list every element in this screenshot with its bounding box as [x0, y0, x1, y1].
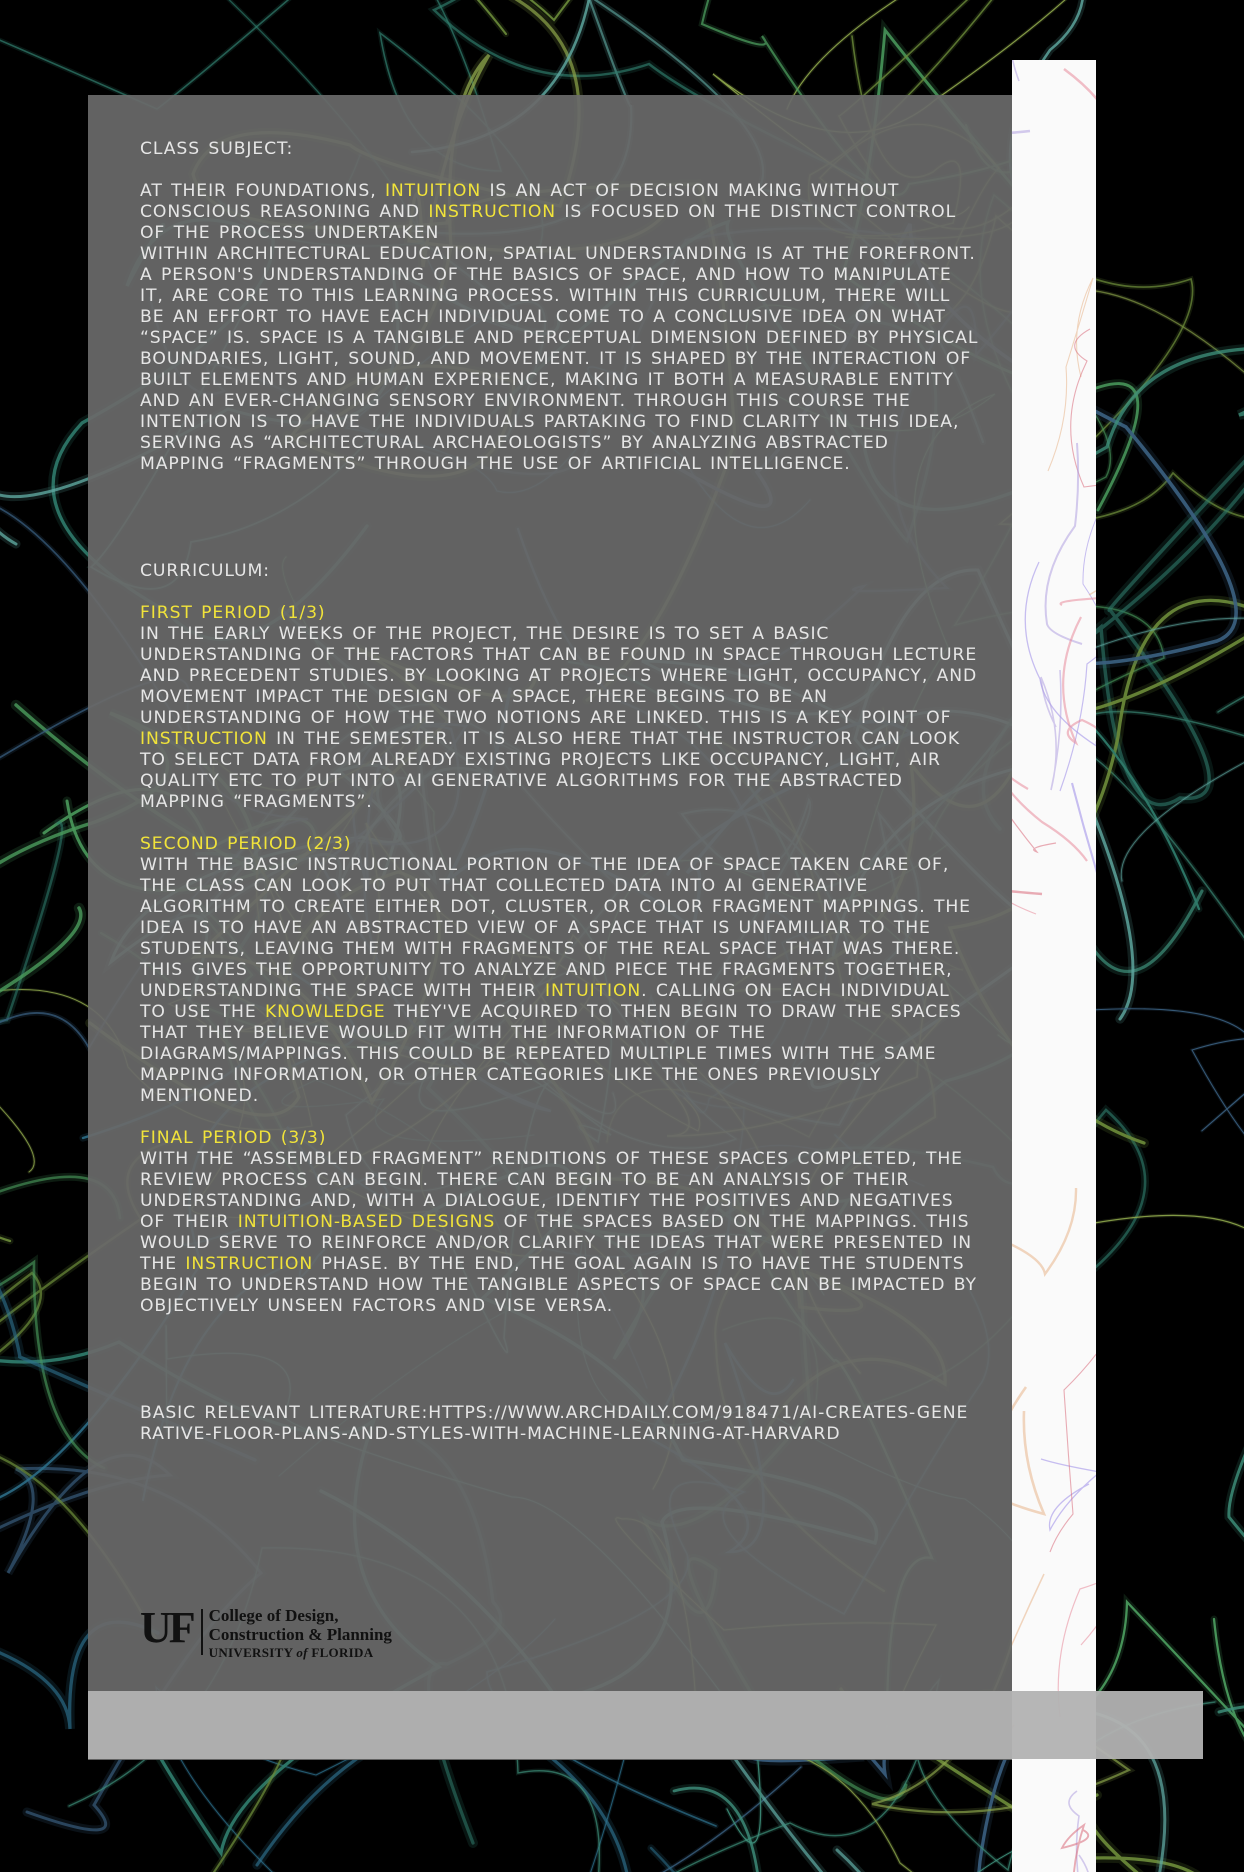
highlighted-term: KNOWLEDGE — [264, 1002, 386, 1022]
highlighted-term: INTUITION-BASED DESIGNS — [237, 1212, 496, 1232]
literature-url[interactable]: HTTPS://WWW.ARCHDAILY.COM/918471/AI-CREATES-GENERATIVE-FLOOR-PLANS-AND-STYLES-WITH-MACHINE-LEARNING-AT-HARVARD — [140, 1403, 969, 1444]
highlighted-term: INSTRUCTION — [185, 1254, 314, 1274]
logo-college-line1: College of Design, — [208, 1606, 339, 1625]
literature-reference — [140, 1403, 980, 1445]
white-vertical-strip — [1012, 60, 1096, 1872]
uf-logo — [140, 1603, 392, 1661]
logo-divider — [201, 1609, 203, 1655]
highlighted-term: INTUITION — [545, 981, 642, 1001]
period-text-first: IN THE EARLY WEEKS OF THE PROJECT, THE DESIRE IS TO SET A BASIC UNDERSTANDING OF THE FACTORS THAT CAN BE FOUND IN SPACE THROUGH LECTURE AND PRECEDENT STUDIES. BY LOOKING AT PROJECTS WHERE LIGHT, OCCUPANCY, AND MOVEMENT IMPACT THE DESIGN OF A SPACE, THERE BEGINS TO BE AN UNDERSTANDING OF HOW THE TWO NOTIONS ARE LINKED. THIS IS A KEY POINT OF INSTRUCTION IN THE SEMESTER. IT IS ALSO HERE THAT THE INSTRUCTOR CAN LOOK TO SELECT DATA FROM ALREADY EXISTING PROJECTS LIKE OCCUPANCY, LIGHT, AIR QUALITY ETC TO PUT INTO AI GENERATIVE ALGORITHMS FOR THE ABSTRACTED MAPPING “FRAGMENTS”. — [140, 624, 978, 812]
literature-label: BASIC RELEVANT LITERATURE: — [140, 1403, 429, 1423]
logo-text — [209, 1606, 392, 1661]
period-title-first: FIRST PERIOD (1/3) — [140, 603, 326, 623]
highlighted-term: INSTRUCTION — [140, 729, 268, 749]
document-content — [140, 139, 980, 1445]
highlighted-term: INTUITION — [384, 181, 482, 201]
period-text-second: WITH THE BASIC INSTRUCTIONAL PORTION OF THE IDEA OF SPACE TAKEN CARE OF, THE CLASS CAN LOOK TO PUT THAT COLLECTED DATA INTO AI GENERATIVE ALGORITHM TO CREATE EITHER DOT, CLUSTER, OR COLOR FRAGMENT MAPPINGS. THE IDEA IS TO HAVE AN ABSTRACTED VIEW OF A SPACE THAT IS UNFAMILIAR TO THE STUDENTS, LEAVING THEM WITH FRAGMENTS OF THE REAL SPACE THAT WAS THERE. THIS GIVES THE OPPORTUNITY TO ANALYZE AND PIECE THE FRAGMENTS TOGETHER, UNDERSTANDING THE SPACE WITH THEIR INTUITION. CALLING ON EACH INDIVIDUAL TO USE THE KNOWLEDGE THEY'VE ACQUIRED TO THEN BEGIN TO DRAW THE SPACES THAT THEY BELIEVE WOULD FIT WITH THE INFORMATION OF THE DIAGRAMS/MAPPINGS. THIS COULD BE REPEATED MULTIPLE TIMES WITH THE SAME MAPPING INFORMATION, OR OTHER CATEGORIES LIKE THE ONES PREVIOUSLY MENTIONED. — [140, 855, 971, 1106]
class-subject-body: WITHIN ARCHITECTURAL EDUCATION, SPATIAL UNDERSTANDING IS AT THE FOREFRONT. A PERSON'S UNDERSTANDING OF THE BASICS OF SPACE, AND HOW TO MANIPULATE IT, ARE CORE TO THIS LEARNING PROCESS. WITHIN THIS CURRICULUM, THERE WILL BE AN EFFORT TO HAVE EACH INDIVIDUAL COME TO A CONCLUSIVE IDEA ON WHAT “SPACE” IS. SPACE IS A TANGIBLE AND PERCEPTUAL DIMENSION DEFINED BY PHYSICAL BOUNDARIES, LIGHT, SOUND, AND MOVEMENT. IT IS SHAPED BY THE INTERACTION OF BUILT ELEMENTS AND HUMAN EXPERIENCE, MAKING IT BOTH A MEASURABLE ENTITY AND AN EVER-CHANGING SENSORY ENVIRONMENT. THROUGH THIS COURSE THE INTENTION IS TO HAVE THE INDIVIDUALS PARTAKING TO FIND CLARITY IN THIS IDEA, SERVING AS “ARCHITECTURAL ARCHAEOLOGISTS” BY ANALYZING ABSTRACTED MAPPING “FRAGMENTS” THROUGH THE USE OF ARTIFICIAL INTELLIGENCE. — [140, 244, 979, 474]
class-subject-heading: CLASS SUBJECT: — [140, 139, 294, 159]
period-title-second: SECOND PERIOD (2/3) — [140, 834, 352, 854]
bottom-bar — [88, 1691, 1203, 1759]
class-subject-intro: AT THEIR FOUNDATIONS, INTUITION IS AN ACT OF DECISION MAKING WITHOUT CONSCIOUS REASONING AND INSTRUCTION IS FOCUSED ON THE DISTINCT CONTROL OF THE PROCESS UNDERTAKEN — [140, 181, 957, 243]
highlighted-term: INSTRUCTION — [428, 202, 557, 222]
period-text-final: WITH THE “ASSEMBLED FRAGMENT” RENDITIONS OF THESE SPACES COMPLETED, THE REVIEW PROCESS CAN BEGIN. THERE CAN BEGIN TO BE AN ANALYSIS OF THEIR UNDERSTANDING AND, WITH A DIALOGUE, IDENTIFY THE POSITIVES AND NEGATIVES OF THEIR INTUITION-BASED DESIGNS OF THE SPACES BASED ON THE MAPPINGS. THIS WOULD SERVE TO REINFORCE AND/OR CLARIFY THE IDEAS THAT WERE PRESENTED IN THE INSTRUCTION PHASE. BY THE END, THE GOAL AGAIN IS TO HAVE THE STUDENTS BEGIN TO UNDERSTAND HOW THE TANGIBLE ASPECTS OF SPACE CAN BE IMPACTED BY OBJECTIVELY UNSEEN FACTORS AND VISE VERSA. — [140, 1149, 977, 1316]
uf-logo-mark: UF — [140, 1603, 193, 1652]
period-title-final: FINAL PERIOD (3/3) — [140, 1128, 327, 1148]
curriculum-heading: CURRICULUM: — [140, 561, 270, 581]
logo-university-line: UNIVERSITY of FLORIDA — [208, 1645, 374, 1660]
logo-college-line2: Construction & Planning — [208, 1625, 392, 1644]
